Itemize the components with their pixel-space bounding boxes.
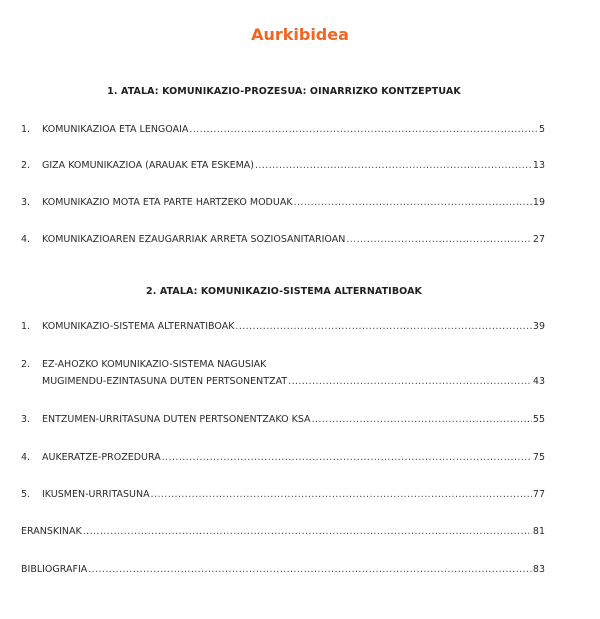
toc-dot-leader — [88, 564, 532, 576]
toc-entry[interactable] — [0, 234, 545, 246]
part-1-heading: 1. ATALA: KOMUNIKAZIO-PROZESUA: OINARRIZKO KONTZEPTUAK — [107, 86, 461, 97]
toc-dot-leader — [288, 376, 532, 388]
toc-dot-leader — [294, 197, 532, 209]
page-title: Aurkibidea — [251, 25, 349, 44]
toc-dot-leader — [189, 124, 538, 136]
toc-entry-page: 13 — [532, 160, 545, 171]
toc-dot-leader — [255, 160, 532, 172]
toc-entry[interactable] — [0, 160, 545, 172]
toc-entry-page: 55 — [532, 414, 545, 425]
toc-entry-title-line-2: MUGIMENDU-EZINTASUNA DUTEN PERTSONENTZAT — [42, 376, 288, 387]
toc-entry-number: 2. — [21, 359, 31, 370]
toc-entry-page: 75 — [532, 452, 545, 463]
toc-entry-number: 1. — [21, 124, 31, 135]
toc-dot-leader — [83, 526, 532, 538]
toc-entry-number: 3. — [21, 197, 31, 208]
toc-entry[interactable] — [0, 124, 545, 136]
toc-entry-title: EZ-AHOZKO KOMUNIKAZIO-SISTEMA NAGUSIAK — [42, 359, 267, 370]
toc-entry-number: 4. — [21, 234, 31, 245]
toc-dot-leader — [312, 414, 532, 426]
toc-entry-title: ERANSKINAK — [21, 526, 82, 537]
toc-dot-leader — [151, 489, 532, 501]
toc-entry-number: 1. — [21, 321, 31, 332]
toc-dot-leader — [235, 321, 531, 333]
toc-entry[interactable] — [0, 359, 545, 371]
toc-entry-page: 5 — [538, 124, 545, 135]
toc-entry[interactable] — [0, 414, 545, 426]
toc-entry-title: KOMUNIKAZIO-SISTEMA ALTERNATIBOAK — [42, 321, 235, 332]
toc-entry-bibliografia[interactable] — [21, 564, 545, 576]
toc-entry-page: 77 — [532, 489, 545, 500]
toc-entry[interactable] — [0, 321, 545, 333]
toc-entry-page: 83 — [532, 564, 545, 575]
toc-entry[interactable] — [0, 197, 545, 209]
part-2-heading: 2. ATALA: KOMUNIKAZIO-SISTEMA ALTERNATIBOAK — [146, 286, 422, 297]
toc-entry-page: 39 — [532, 321, 545, 332]
toc-entry-title: BIBLIOGRAFIA — [21, 564, 88, 575]
toc-entry[interactable] — [0, 489, 545, 501]
toc-entry-number: 4. — [21, 452, 31, 463]
toc-entry-page: 27 — [532, 234, 545, 245]
toc-entry-number: 3. — [21, 414, 31, 425]
toc-entry-title: KOMUNIKAZIO MOTA ETA PARTE HARTZEKO MODUAK — [42, 197, 293, 208]
toc-dot-leader — [346, 234, 532, 246]
toc-entry[interactable] — [0, 452, 545, 464]
toc-entry-title: IKUSMEN-URRITASUNA — [42, 489, 150, 500]
toc-entry-page: 19 — [532, 197, 545, 208]
toc-dot-leader — [162, 452, 532, 464]
toc-entry-title: KOMUNIKAZIOAREN EZAUGARRIAK ARRETA SOZIOSANITARIOAN — [42, 234, 346, 245]
toc-entry-number: 2. — [21, 160, 31, 171]
toc-entry-title: GIZA KOMUNIKAZIOA (ARAUAK ETA ESKEMA) — [42, 160, 255, 171]
toc-entry-title: KOMUNIKAZIOA ETA LENGOAIA — [42, 124, 189, 135]
toc-entry-eranskinak[interactable] — [21, 526, 545, 538]
toc-entry-number: 5. — [21, 489, 31, 500]
toc-entry-page: 43 — [532, 376, 545, 387]
toc-entry-title: ENTZUMEN-URRITASUNA DUTEN PERTSONENTZAKO KSA — [42, 414, 311, 425]
toc-entry-title: AUKERATZE-PROZEDURA — [42, 452, 161, 463]
toc-entry-page: 81 — [532, 526, 545, 537]
toc-entry-continuation[interactable] — [42, 376, 545, 388]
